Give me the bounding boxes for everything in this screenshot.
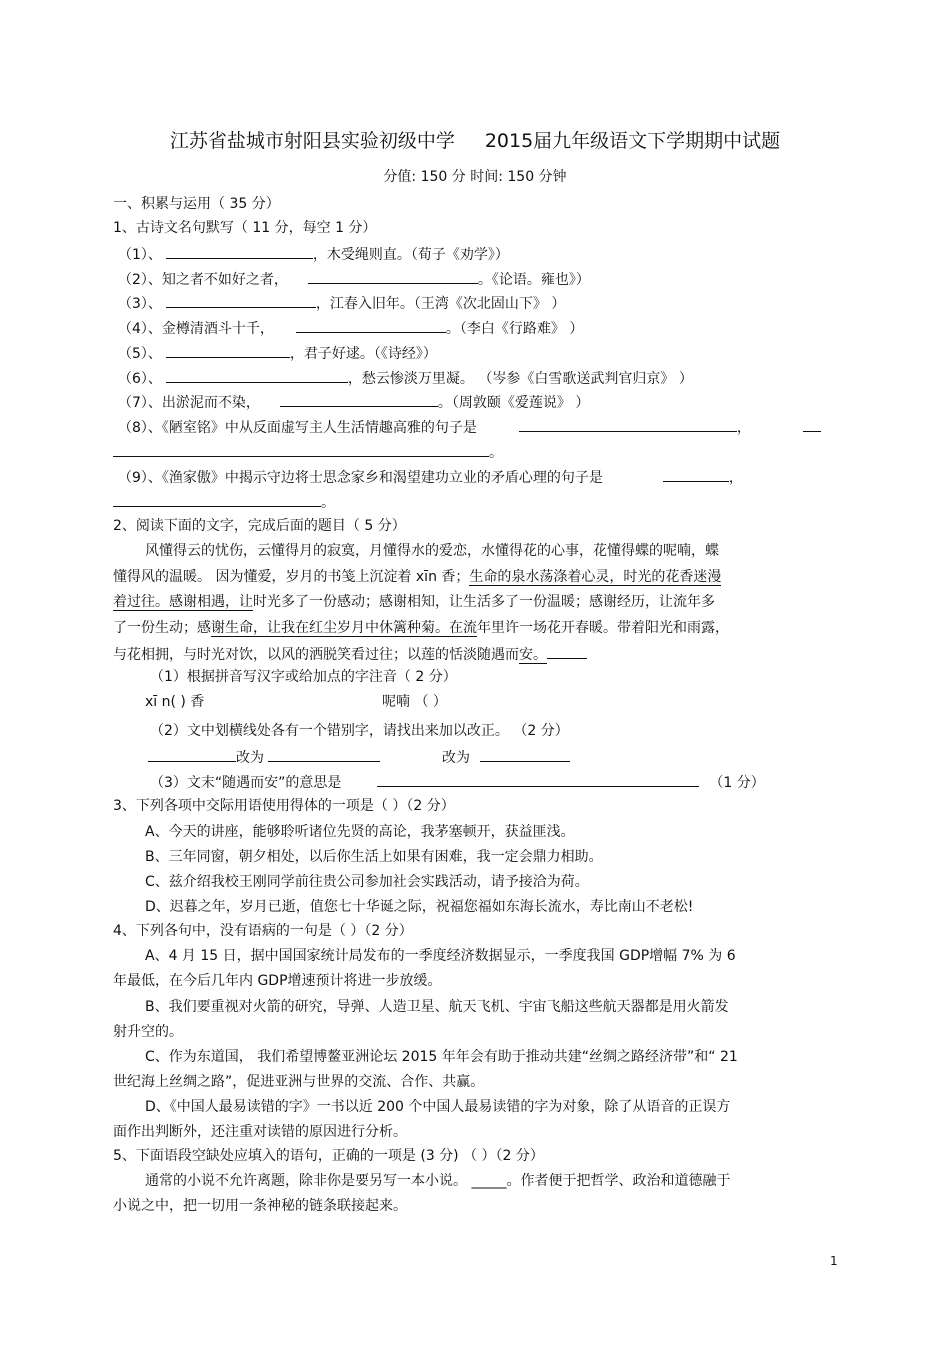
q4-option-c-cont: 世纪海上丝绸之路”，促进亚洲与世界的交流、合作、共赢。 — [113, 1074, 485, 1090]
q4-option-a-cont: 年最低，在今后几年内 GDP增速预计将进一步放缓。 — [113, 973, 442, 989]
q1-line-8: （8）、《陋室铭》中从反面虚写主人生活情趣高雅的句子是 ， — [118, 417, 821, 437]
q1-line-1: （1）、 ，木受绳则直。（荀子《劝学》） — [118, 244, 509, 264]
q2-sub-1: （1）根据拼音写汉字或给加点的字注音（ 2 分） — [150, 669, 457, 685]
q4-option-d: D、《中国人最易读错的字》一书以近 200 个中国人最易读错的字为对象，除了从语音的正误方 — [145, 1099, 731, 1115]
q2-sub-1-pinyin: xī n( ) 香 — [145, 694, 205, 710]
q1-line-2: （2）、知之者不如好之者， 。《论语。雍也》） — [118, 269, 590, 289]
q4-option-b-cont: 射升空的。 — [113, 1024, 183, 1040]
q3-option-b: B、三年同窗，朝夕相处，以后你生活上如果有困难，我一定会鼎力相助。 — [145, 849, 603, 865]
q1-line-9: （9）、《渔家傲》中揭示守边将士思念家乡和渴望建功立业的矛盾心理的句子是 ， — [118, 467, 743, 487]
q3-option-a: A、今天的讲座，能够聆听诸位先贤的高论，我茅塞顿开，获益匪浅。 — [145, 824, 575, 840]
q3-option-c: C、兹介绍我校王刚同学前往贵公司参加社会实践活动，请予接洽为荷。 — [145, 874, 589, 890]
q2-sub-1-word: 呢喃 （ ） — [382, 694, 447, 710]
q4-option-b: B、我们要重视对火箭的研究，导弹、人造卫星、航天飞机、宇宙飞船这些航天器都是用火箭发 — [145, 999, 729, 1015]
q1-line-6: （6）、 ，愁云惨淡万里凝。 （岑参《白雪歌送武判官归京》 ） — [118, 368, 693, 388]
passage-line-1: 风懂得云的忧伤，云懂得月的寂寞，月懂得水的爱恋，水懂得花的心事，花懂得蝶的呢喃，蝶 — [145, 543, 719, 559]
passage-line-2: 懂得风的温暖。 因为懂爱，岁月的书笺上沉淀着 xīn 香；生命的泉水荡涤着心灵，时光的花香迷漫 — [113, 569, 722, 585]
q5-passage-line-1: 通常的小说不允许离题，除非你是要另写一本小说。 _____。作者便于把哲学、政治和道德融于 — [145, 1173, 731, 1189]
question-2-heading: 2、阅读下面的文字，完成后面的题目（ 5 分） — [113, 518, 406, 534]
question-4-heading: 4、下列各句中，没有语病的一句是（ ）（2 分） — [113, 923, 413, 939]
passage-line-5: 与花相拥，与时光对饮，以风的洒脱笑看过往；以莲的恬淡随遇而安。 — [113, 644, 587, 664]
q2-sub-2-answers: 改为 改为 — [148, 747, 570, 767]
q1-line-5: （5）、 ，君子好逑。（《诗经》） — [118, 343, 437, 363]
q1-line-7: （7）、出淤泥而不染， 。（周敦颐《爱莲说》 ） — [118, 392, 589, 412]
q5-passage-line-2: 小说之中，把一切用一条神秘的链条联接起来。 — [113, 1198, 407, 1214]
question-1-heading: 1、古诗文名句默写（ 11 分，每空 1 分） — [113, 220, 377, 236]
passage-line-3: 着过往。感谢相遇，让时光多了一份感动；感谢相知，让生活多了一份温暖；感谢经历，让流年多 — [113, 594, 715, 610]
page-title: 江苏省盐城市射阳县实验初级中学 2015届九年级语文下学期期中试题 — [169, 130, 781, 152]
exam-info: 分值: 150 分 时间: 150 分钟 — [383, 169, 567, 185]
q4-option-a: A、4 月 15 日，据中国国家统计局发布的一季度经济数据显示，一季度我国 GDP增幅 7% 为 6 — [145, 948, 736, 964]
q2-sub-3: （3）文末“随遇而安”的意思是 （1 分） — [150, 772, 765, 792]
passage-line-4: 了一份生动；感谢生命，让我在红尘岁月中休篱种菊。在流年里许一场花开春暖。带着阳光和雨露， — [113, 620, 729, 636]
q1-line-4: （4）、金樽清酒斗十千， 。（李白《行路难》 ） — [118, 318, 583, 338]
q1-line-3: （3）、 ，江春入旧年。（王湾《次北固山下》 ） — [118, 293, 565, 313]
page-number: 1 — [830, 1254, 838, 1268]
q4-option-d-cont: 面作出判断外，还注重对读错的原因进行分析。 — [113, 1124, 407, 1140]
q1-line-8-cont: 。 — [113, 442, 503, 462]
question-3-heading: 3、下列各项中交际用语使用得体的一项是（ ）（2 分） — [113, 798, 455, 814]
q1-line-9-cont: 。 — [113, 492, 335, 512]
q3-option-d: D、迟暮之年，岁月已逝，值您七十华诞之际，祝福您福如东海长流水，寿比南山不老松! — [145, 899, 694, 915]
question-5-heading: 5、下面语段空缺处应填入的语句，正确的一项是 (3 分) （ ）（2 分） — [113, 1148, 544, 1164]
q4-option-c: C、作为东道国， 我们希望博鳌亚洲论坛 2015 年年会有助于推动共建“丝绸之路经济带”和“ 21 — [145, 1049, 738, 1065]
section-heading: 一、积累与运用（ 35 分） — [113, 196, 280, 212]
q2-sub-2: （2）文中划横线处各有一个错别字，请找出来加以改正。 （2 分） — [150, 723, 569, 739]
